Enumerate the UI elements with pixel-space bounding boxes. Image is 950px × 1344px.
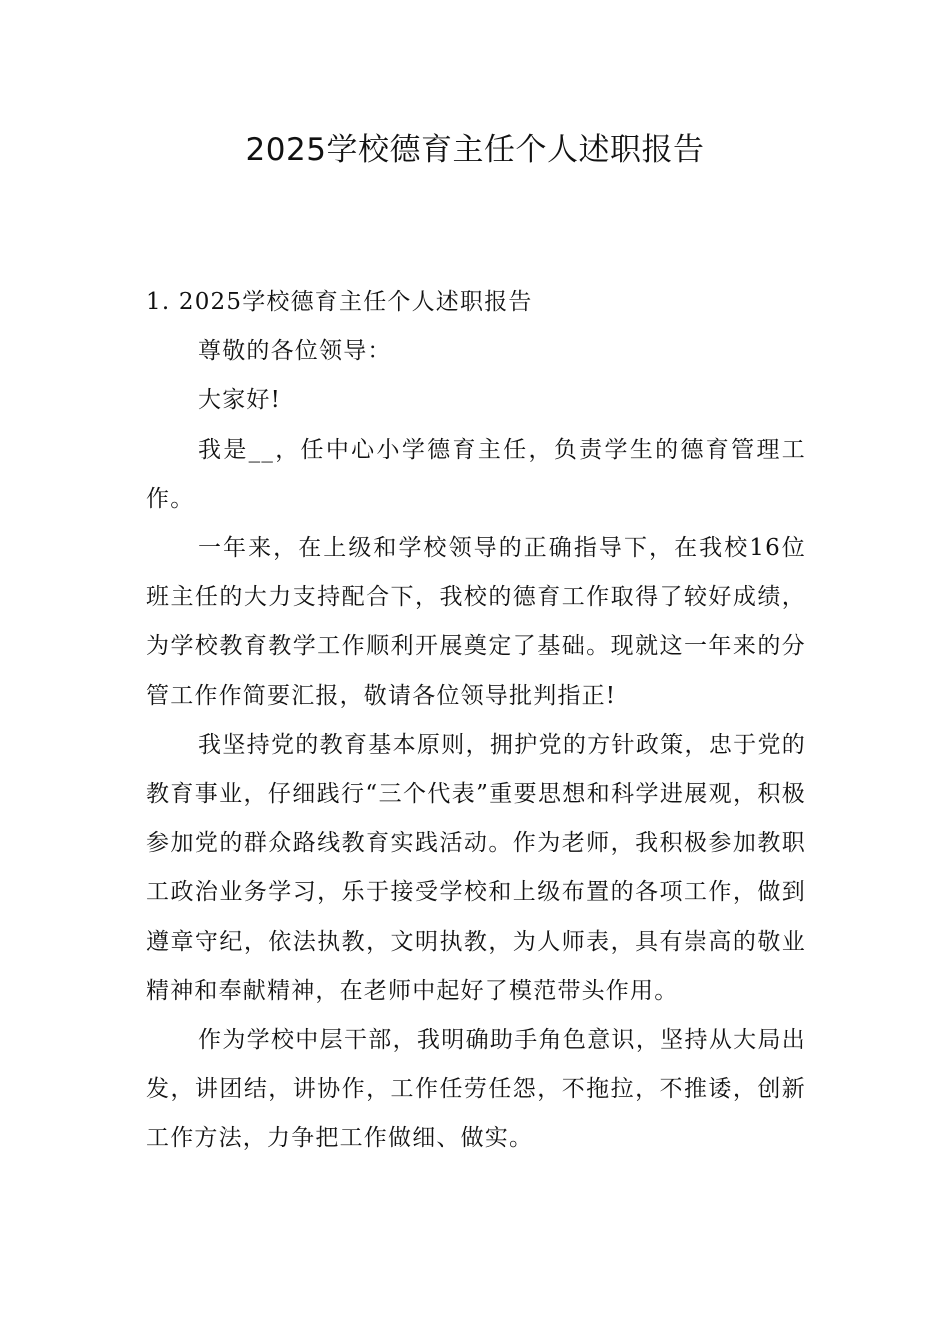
document-body — [146, 278, 806, 1164]
document-title: 2025学校德育主任个人述职报告 — [245, 132, 705, 168]
paragraph-salutation: 尊敬的各位领导： — [198, 338, 392, 365]
paragraph-greeting: 大家好! — [198, 387, 282, 414]
paragraph-overview: 一年来，在上级和学校领导的正确指导下，在我校16位班主任的大力支持配合下，我校的德育工作取得了较好成绩，为学校教育教学工作顺利开展奠定了基础。现就这一年来的分管工作作简要汇报，敬请各位领导批判指正! — [146, 535, 806, 709]
paragraph-introduction: 我是__，任中心小学德育主任，负责学生的德育管理工作。 — [146, 436, 806, 512]
paragraph-political-stance: 我坚持党的教育基本原则，拥护党的方针政策，忠于党的教育事业，仔细践行“三个代表”重要思想和科学进展观，积极参加党的群众路线教育实践活动。作为老师，我积极参加教职工政治业务学习，乐于接受学校和上级布置的各项工作，做到遵章守纪，依法执教，文明执教，为人师表，具有崇高的敬业精神和奉献精神，在老师中起好了模范带头作用。 — [146, 731, 806, 1004]
section-heading: 1. 2025学校德育主任个人述职报告 — [146, 289, 533, 315]
paragraph-role-awareness: 作为学校中层干部，我明确助手角色意识，坚持从大局出发，讲团结，讲协作，工作任劳任怨，不拖拉，不推诿，创新工作方法，力争把工作做细、做实。 — [146, 1027, 806, 1152]
